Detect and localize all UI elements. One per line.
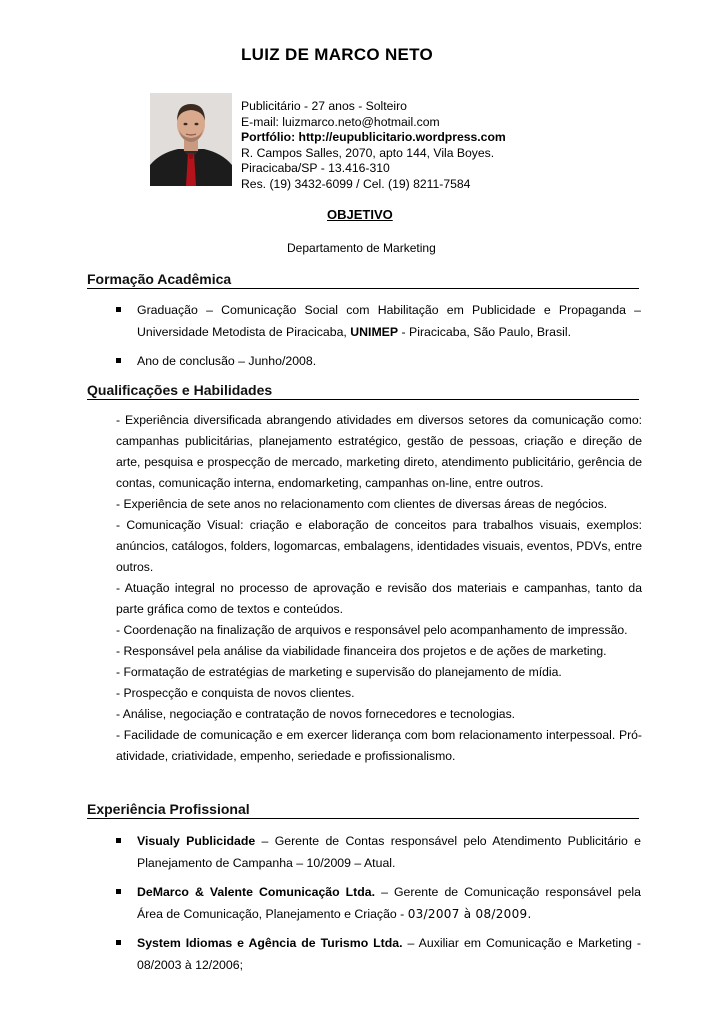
experience-item bbox=[113, 830, 641, 874]
objective-heading: OBJETIVO bbox=[327, 207, 393, 222]
objective-text: Departamento de Marketing bbox=[287, 241, 436, 255]
skill-item: - Experiência de sete anos no relacionamento com clientes de diversas áreas de negócios. bbox=[116, 497, 608, 511]
job-company: System Idiomas e Agência de Turismo Ltda. bbox=[137, 936, 403, 950]
skill-item: - Análise, negociação e contratação de novos fornecedores e tecnologias. bbox=[116, 707, 516, 721]
contact-portfolio[interactable]: Portfólio: http://eupublicitario.wordpress.com bbox=[241, 130, 506, 145]
bullet-icon bbox=[116, 838, 121, 843]
section-skills-heading: Qualificações e Habilidades bbox=[87, 382, 639, 400]
skill-item: - Responsável pela análise da viabilidade financeira dos projetos e de ações de marketing. bbox=[116, 644, 607, 658]
skill-item: - Coordenação na finalização de arquivos e responsável pelo acompanhamento de impressão. bbox=[116, 623, 628, 637]
section-experience-heading: Experiência Profissional bbox=[87, 801, 639, 819]
bullet-icon bbox=[116, 358, 121, 363]
contact-city: Piracicaba/SP - 13.416-310 bbox=[241, 161, 390, 176]
experience-item bbox=[113, 881, 641, 925]
job-description: – Auxiliar em Comunicação e Marketing - 08/2003 à 12/2006; bbox=[137, 936, 641, 972]
bullet-icon bbox=[116, 889, 121, 894]
experience-item bbox=[113, 932, 641, 976]
contact-block bbox=[241, 99, 506, 193]
job-dates: 03/2007 à 08/2009. bbox=[407, 907, 532, 921]
education-school-acronym: UNIMEP bbox=[350, 325, 399, 339]
skill-item: - Formatação de estratégias de marketing e supervisão do planejamento de mídia. bbox=[116, 665, 562, 679]
education-degree: Graduação – Comunicação Social com Habilitação em Publicidade e Propaganda – Universidade Metodista de Piracicaba, bbox=[137, 303, 641, 339]
skills-list bbox=[116, 410, 642, 767]
education-item bbox=[113, 299, 641, 343]
job-description: – Gerente de Contas responsável pelo Atendimento Publicitário e Planejamento de Campanha – 10/2009 – Atual. bbox=[137, 834, 641, 870]
contact-profession: Publicitário - 27 anos - Solteiro bbox=[241, 99, 407, 113]
skill-item: - Atuação integral no processo de aprovação e revisão dos materiais e campanhas, tanto da parte gráfica como de textos e conteúdos. bbox=[116, 581, 642, 616]
job-company: DeMarco & Valente Comunicação Ltda. bbox=[137, 885, 376, 899]
contact-address: R. Campos Salles, 2070, apto 144, Vila Boyes. bbox=[241, 145, 495, 160]
education-item bbox=[113, 350, 641, 372]
job-description: – Gerente de Comunicação responsável pela Área de Comunicação, Planejamento e Criação - bbox=[137, 885, 641, 921]
candidate-name: LUIZ DE MARCO NETO bbox=[241, 45, 434, 64]
education-location: - Piracicaba, São Paulo, Brasil. bbox=[398, 325, 572, 339]
skill-item: - Prospecção e conquista de novos clientes. bbox=[116, 686, 355, 700]
section-education-heading: Formação Acadêmica bbox=[87, 271, 639, 289]
bullet-icon bbox=[116, 307, 121, 312]
contact-phone: Res. (19) 3432-6099 / Cel. (19) 8211-7584 bbox=[241, 176, 471, 191]
education-list bbox=[113, 299, 641, 372]
experience-list bbox=[113, 830, 641, 976]
bullet-icon bbox=[116, 940, 121, 945]
education-conclusion: Ano de conclusão – Junho/2008. bbox=[137, 354, 317, 368]
skill-item: - Experiência diversificada abrangendo atividades em diversos setores da comunicação como: campanhas publicitárias, planejamento estratégico, gestão de pessoas, criação e direção de arte, pesquisa e prospecção de mercado, marketing direto, atendimento publicitário, gerência de contas, comunicação interna, endomarketing, campanhas on-line, entre outros. bbox=[116, 413, 642, 490]
job-company: Visualy Publicidade bbox=[137, 834, 256, 848]
skill-item: - Comunicação Visual: criação e elaboração de conceitos para trabalhos visuais, exemplos: anúncios, catálogos, folders, logomarcas, embalagens, identidades visuais, eventos, PDVs, entre outros. bbox=[116, 518, 642, 574]
profile-photo bbox=[150, 93, 232, 186]
contact-email[interactable]: E-mail: luizmarco.neto@hotmail.com bbox=[241, 114, 440, 129]
skill-item: - Facilidade de comunicação e em exercer liderança com bom relacionamento interpessoal. Pró-atividade, criatividade, empenho, seriedade e profissionalismo. bbox=[116, 728, 642, 763]
